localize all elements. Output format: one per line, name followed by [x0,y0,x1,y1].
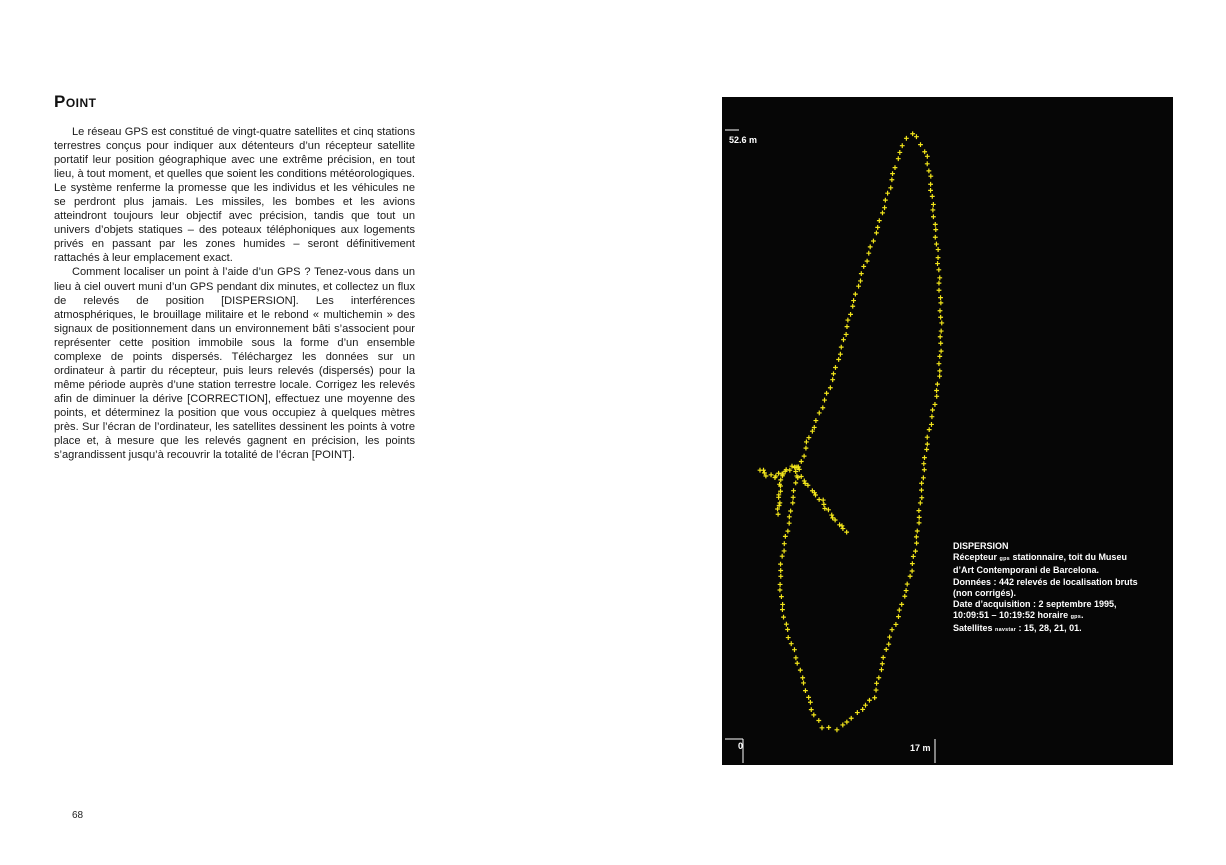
gps-reading-point [937,374,942,379]
gps-reading-point [937,281,942,286]
gps-reading-point [884,647,889,652]
gps-reading-point [860,707,865,712]
gps-reading-point [786,635,791,640]
gps-reading-point [780,602,785,607]
gps-reading-point [840,723,845,728]
gps-reading-point [937,361,942,366]
axis-ticks [725,130,935,763]
gps-reading-point [783,534,788,539]
gps-reading-point [813,493,818,498]
gps-reading-point [850,304,855,309]
gps-reading-point [868,244,873,249]
gps-reading-point [821,502,826,507]
gps-reading-point [806,435,811,440]
gps-reading-point [913,549,918,554]
gps-reading-point [934,242,939,247]
gps-reading-point [790,501,795,506]
gps-reading-point [897,608,902,613]
gps-reading-point [792,647,797,652]
caption-line-5: Date d’acquisition : 2 septembre 1995, [953,599,1117,610]
gps-reading-point [939,329,944,334]
gps-reading-point [899,602,904,607]
gps-reading-point [809,707,814,712]
gps-reading-point [871,239,876,244]
gps-reading-point [877,218,882,223]
gps-reading-point [828,385,833,390]
gps-reading-point [829,513,834,518]
gps-reading-point [915,529,920,534]
gps-reading-point [935,261,940,266]
caption-line-3: Données : 442 relevés de localisation bruts [953,576,1138,587]
gps-reading-point [890,171,895,176]
gps-reading-point [937,354,942,359]
gps-reading-point [937,288,942,293]
gps-reading-point [798,668,803,673]
gps-reading-point [874,688,879,693]
gps-reading-point [845,318,850,323]
gps-reading-point [821,498,826,503]
gps-reading-point [867,698,872,703]
gps-reading-point [838,352,843,357]
gps-reading-point [939,349,944,354]
gps-reading-point [921,475,926,480]
gps-reading-point [933,222,938,227]
gps-reading-point [778,574,783,579]
gps-reading-point [890,627,895,632]
gps-reading-point [933,227,938,232]
page-number: 68 [72,810,84,821]
gps-reading-point [937,275,942,280]
gps-reading-point [934,388,939,393]
gps-dispersion-figure [722,97,1173,765]
gps-reading-point [806,695,811,700]
x-axis-label: 17 m [910,743,931,753]
gps-reading-point [931,214,936,219]
gps-reading-point [885,191,890,196]
gps-reading-point [778,568,783,573]
gps-reading-point [887,635,892,640]
gps-reading-point [879,667,884,672]
gps-reading-point [896,156,901,161]
gps-reading-point [855,710,860,715]
y-axis-label: 52.6 m [729,135,758,145]
gps-reading-point [933,402,938,407]
figure-caption [953,541,1168,637]
gps-reading-point [863,703,868,708]
gps-reading-point [779,594,784,599]
gps-reading-point [831,371,836,376]
gps-reading-point [840,523,845,528]
gps-reading-point [938,295,943,300]
gps-reading-point [905,582,910,587]
gps-reading-point [936,255,941,260]
gps-reading-point [874,230,879,235]
body-text [54,125,415,462]
gps-reading-point [788,509,793,514]
gps-reading-point [769,472,774,477]
gps-reading-point [930,414,935,419]
caption-line-4: (non corrigés). [953,587,1017,598]
gps-reading-point [919,495,924,500]
gps-reading-point [778,562,783,567]
gps-reading-point [844,530,849,535]
gps-reading-point [777,501,782,506]
gps-reading-point [880,211,885,216]
gps-reading-point [791,495,796,500]
gps-reading-point [939,321,944,326]
gps-reading-point [801,681,806,686]
gps-reading-point [897,150,902,155]
gps-reading-point [875,225,880,230]
gps-reading-point [799,459,804,464]
gps-reading-point [894,622,899,627]
caption-line-1: Récepteur gps stationnaire, toit du Museu [953,552,1127,563]
gps-reading-point [820,725,825,730]
gps-reading-point [919,481,924,486]
gps-reading-point [886,642,891,647]
gps-reading-point [883,198,888,203]
gps-reading-point [780,554,785,559]
caption-line-7: Satellites navstar : 15, 28, 21, 01. [953,623,1082,634]
gps-reading-point [848,312,853,317]
gps-readings-track [758,131,945,732]
gps-reading-point [837,522,842,527]
gps-reading-point [922,149,927,154]
paragraph-2: Comment localiser un point à l’aide d’un GPS ? Tenez-vous dans un lieu à ciel ouvert muni d’un GPS pendant dix minutes, et collectez un flux de relevés de position [DISPERSION]. Les interférences atmosphériques, le brouillage militaire et le rebond « multichemin » des signaux de positionnement dans un environnement bâti s’associent pour représenter cette position immobile sous la forme d’un ensemble complexe de points dispersés. Téléchargez les données sur un ordinateur à partir du récepteur, puis leurs relevés (dispersés) pour la même période auprès d’une station terrestre locale. Corrigez les relevés afin de diminuer la dérive [CORRECTION], effectuez une moyenne des points, et déterminez la position que vous occupiez à quelques mètres près. Sur l’écran de l’ordinateur, les satellites dessinent les points à votre place et, à mesure que les relevés gagnent en précision, les points s’agrandissent jusqu’à recouvrir la totalité de l’écran [POINT]. [54,266,415,462]
gps-reading-point [802,479,807,484]
gps-reading-point [808,700,813,705]
gps-reading-point [936,247,941,252]
gps-reading-point [856,284,861,289]
gps-reading-point [776,495,781,500]
gps-reading-point [866,251,871,256]
gps-reading-point [791,488,796,493]
gps-reading-point [782,549,787,554]
gps-reading-point [804,446,809,451]
gps-reading-point [789,641,794,646]
gps-reading-point [776,471,781,476]
gps-reading-point [910,561,915,566]
gps-reading-point [781,615,786,620]
gps-reading-point [778,588,783,593]
caption-line-6: 10:09:51 – 10:19:52 horaire gps. [953,610,1084,621]
section-title: Point [54,92,97,111]
gps-reading-point [761,468,766,473]
gps-reading-point [935,382,940,387]
gps-reading-point [938,308,943,313]
gps-reading-point [925,154,930,159]
gps-reading-point [927,427,932,432]
gps-reading-point [803,688,808,693]
gps-reading-point [782,541,787,546]
gps-reading-point [793,655,798,660]
gps-reading-point [919,488,924,493]
gps-reading-point [804,440,809,445]
gps-reading-point [830,377,835,382]
gps-reading-point [914,134,919,139]
gps-reading-point [844,332,849,337]
gps-reading-point [874,681,879,686]
gps-reading-point [921,461,926,466]
gps-reading-point [938,341,943,346]
gps-reading-point [928,188,933,193]
gps-reading-point [930,194,935,199]
gps-reading-point [926,168,931,173]
gps-reading-point [889,177,894,182]
gps-reading-point [865,259,870,264]
gps-reading-point [938,315,943,320]
gps-reading-point [851,298,856,303]
gps-reading-point [904,136,909,141]
gps-reading-point [785,529,790,534]
gps-reading-point [916,508,921,513]
gps-reading-point [936,267,941,272]
gps-reading-point [929,422,934,427]
gps-reading-point [925,435,930,440]
gps-reading-point [861,264,866,269]
gps-reading-point [928,182,933,187]
gps-reading-point [925,161,930,166]
gps-reading-point [778,582,783,587]
gps-reading-point [841,337,846,342]
paragraph-1: Le réseau GPS est constitué de vingt-quatre satellites et cinq stations terrestres conçus pour indiquer aux détenteurs d’un récepteur satellite portatif leur position géographique avec une extrême précision, en tout lieu, à tout moment, et quelles que soient les conditions météorologiques. Le système renferme la promesse que les individus et les véhicules ne se perdront plus jamais. Les missiles, les bombes et les avions atteindront toujours leur objectif avec précision, tandis que tout un univers d’objets statiques – des poteaux téléphoniques aux logements privés en passant par les zones humides – seront définitivement rattachés à leur emplacement exact. [54,126,415,265]
gps-reading-point [800,675,805,680]
gps-reading-point [938,334,943,339]
gps-reading-point [922,455,927,460]
gps-reading-point [822,398,827,403]
gps-reading-point [930,208,935,213]
gps-reading-point [917,520,922,525]
gps-reading-point [841,526,846,531]
caption-heading: DISPERSION [953,541,1009,551]
gps-reading-point [893,165,898,170]
gps-reading-point [880,661,885,666]
gps-reading-point [813,418,818,423]
gps-reading-point [900,143,905,148]
gps-reading-point [826,725,831,730]
gps-reading-point [914,541,919,546]
gps-reading-point [795,661,800,666]
gps-reading-point [858,279,863,284]
gps-reading-point [845,324,850,329]
gps-reading-point [928,174,933,179]
gps-reading-point [918,501,923,506]
gps-reading-point [817,411,822,416]
gps-reading-point [853,292,858,297]
gps-reading-point [816,718,821,723]
gps-reading-point [917,515,922,520]
gps-reading-point [908,574,913,579]
gps-reading-point [910,569,915,574]
gps-reading-point [902,594,907,599]
gps-reading-point [802,454,807,459]
gps-reading-point [872,695,877,700]
gps-reading-point [934,394,939,399]
gps-reading-point [882,205,887,210]
gps-reading-point [876,675,881,680]
gps-reading-point [881,655,886,660]
gps-reading-point [924,447,929,452]
gps-reading-point [820,405,825,410]
gps-reading-point [904,588,909,593]
gps-reading-point [930,408,935,413]
gps-reading-point [849,716,854,721]
gps-reading-point [787,514,792,519]
gps-reading-point [859,271,864,276]
gps-reading-point [933,235,938,240]
gps-reading-point [938,300,943,305]
gps-reading-point [896,614,901,619]
gps-reading-point [836,357,841,362]
gps-reading-point [784,622,789,627]
gps-reading-point [776,512,781,517]
gps-reading-point [888,185,893,190]
dispersion-plot [722,97,1173,765]
gps-reading-point [937,369,942,374]
origin-label: 0 [738,741,744,751]
gps-reading-point [931,202,936,207]
gps-reading-point [914,534,919,539]
gps-reading-point [835,727,840,732]
gps-reading-point [785,627,790,632]
gps-reading-point [780,607,785,612]
gps-reading-point [911,554,916,559]
gps-reading-point [811,713,816,718]
gps-reading-point [844,720,849,725]
gps-reading-point [833,365,838,370]
gps-reading-point [922,467,927,472]
gps-reading-point [918,142,923,147]
gps-reading-point [824,391,829,396]
gps-reading-point [787,521,792,526]
gps-reading-point [925,442,930,447]
caption-line-2: d’Art Contemporani de Barcelona. [953,565,1100,576]
gps-reading-point [910,131,915,136]
gps-reading-point [839,345,844,350]
gps-reading-point [793,480,798,485]
